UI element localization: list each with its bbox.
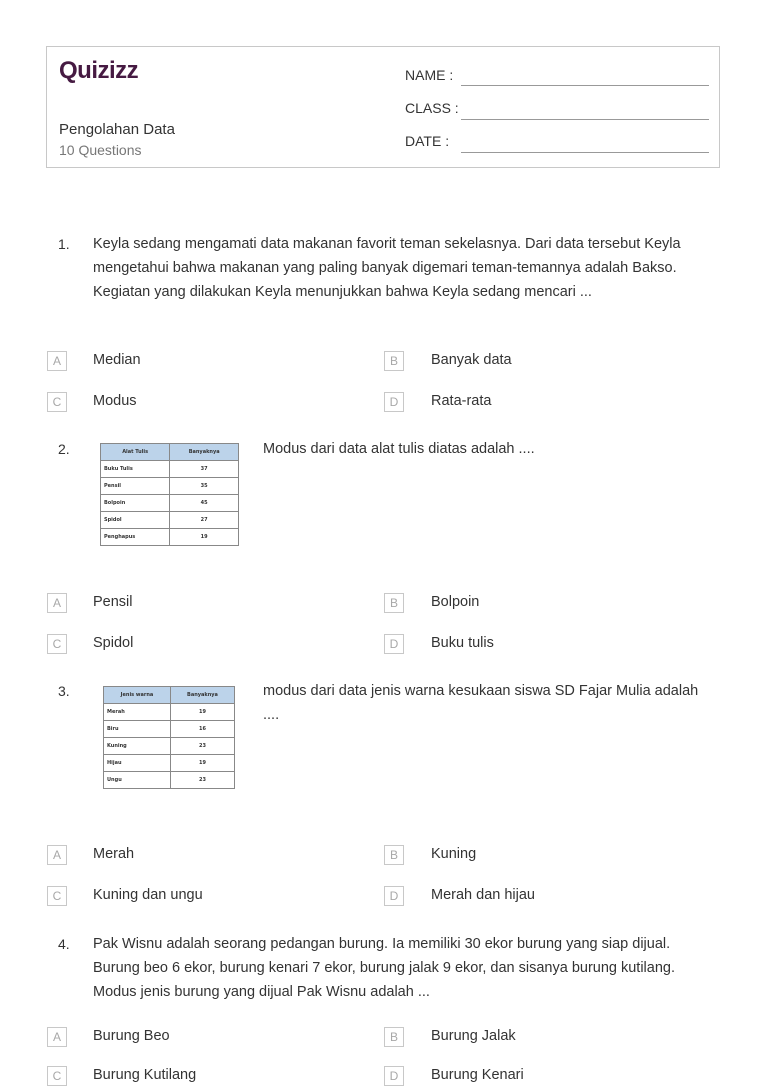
table-cell: 45 <box>170 495 239 512</box>
table-row <box>101 478 239 495</box>
option-text[interactable]: Burung Kenari <box>431 1067 524 1083</box>
table-cell: 16 <box>170 721 234 738</box>
table-header: Banyaknya <box>170 687 234 704</box>
table-cell: 35 <box>170 478 239 495</box>
date-label: DATE : <box>405 133 450 149</box>
question-number: 2. <box>58 441 70 457</box>
table-cell: 37 <box>170 461 239 478</box>
option-letter[interactable]: D <box>384 392 404 412</box>
question-text: Keyla sedang mengamati data makanan favorit teman sekelasnya. Dari data tersebut Keyla mengetahui bahwa makanan yang paling banyak digemari teman-temannya adalah Bakso. Kegiatan yang dilakukan Keyla menunjukkan bahwa Keyla sedang mencari ... <box>93 236 681 300</box>
table-cell: 27 <box>170 512 239 529</box>
table-row <box>104 704 235 721</box>
question-number: 1. <box>58 236 70 252</box>
option-letter[interactable]: C <box>47 634 67 654</box>
table-cell: Bolpoin <box>101 495 170 512</box>
quizizz-logo: Quizizz <box>59 57 139 84</box>
table-cell: 19 <box>170 755 234 772</box>
option-letter[interactable]: B <box>384 1027 404 1047</box>
option-letter[interactable]: B <box>384 845 404 865</box>
table-cell: 19 <box>170 704 234 721</box>
option-text[interactable]: Kuning dan ungu <box>93 887 203 903</box>
table-row <box>101 512 239 529</box>
question-text: Pak Wisnu adalah seorang pedangan burung. Ia memiliki 30 ekor burung yang siap dijual. Burung beo 6 ekor, burung kenari 7 ekor, burung jalak 9 ekor, dan sisanya burung kutilang. Modus jenis burung yang dijual Pak Wisnu adalah ... <box>93 936 676 1000</box>
table-header: Alat Tulis <box>101 444 170 461</box>
table-cell: Buku Tulis <box>101 461 170 478</box>
table-cell: Penghapus <box>101 529 170 546</box>
option-letter[interactable]: A <box>47 845 67 865</box>
data-table-alat-tulis <box>100 443 239 546</box>
option-letter[interactable]: D <box>384 886 404 906</box>
table-cell: 23 <box>170 772 234 789</box>
table-row <box>104 721 235 738</box>
data-table-jenis-warna <box>103 686 235 789</box>
option-text[interactable]: Burung Jalak <box>431 1028 516 1044</box>
table-cell: Merah <box>104 704 171 721</box>
table-row <box>101 461 239 478</box>
option-text[interactable]: Merah dan hijau <box>431 887 535 903</box>
option-letter[interactable]: C <box>47 392 67 412</box>
option-letter[interactable]: D <box>384 1066 404 1086</box>
date-line <box>461 152 709 153</box>
table-row <box>104 738 235 755</box>
option-letter[interactable]: A <box>47 593 67 613</box>
worksheet-title: Pengolahan Data <box>59 121 175 138</box>
option-text[interactable]: Merah <box>93 846 135 862</box>
question-text: Modus dari data alat tulis diatas adalah .... <box>263 441 535 457</box>
table-cell: Ungu <box>104 772 171 789</box>
option-text[interactable]: Modus <box>93 393 137 409</box>
worksheet-header <box>46 46 720 168</box>
option-letter[interactable]: C <box>47 1066 67 1086</box>
name-line <box>461 85 709 86</box>
table-header: Jenis warna <box>104 687 171 704</box>
table-cell: Spidol <box>101 512 170 529</box>
option-letter[interactable]: B <box>384 593 404 613</box>
table-row <box>101 495 239 512</box>
question-text: modus dari data jenis warna kesukaan siswa SD Fajar Mulia adalah .... <box>263 683 699 723</box>
question-count: 10 Questions <box>59 142 142 158</box>
table-cell: Biru <box>104 721 171 738</box>
option-letter[interactable]: B <box>384 351 404 371</box>
option-text[interactable]: Burung Kutilang <box>93 1067 197 1083</box>
table-cell: Hijau <box>104 755 171 772</box>
table-row <box>104 755 235 772</box>
option-letter[interactable]: C <box>47 886 67 906</box>
table-cell: 19 <box>170 529 239 546</box>
table-cell: Kuning <box>104 738 171 755</box>
table-cell: 23 <box>170 738 234 755</box>
option-text[interactable]: Rata-rata <box>431 393 492 409</box>
option-letter[interactable]: A <box>47 1027 67 1047</box>
question-number: 4. <box>58 936 70 952</box>
question-number: 3. <box>58 683 70 699</box>
class-label: CLASS : <box>405 100 459 116</box>
option-letter[interactable]: D <box>384 634 404 654</box>
table-row <box>104 772 235 789</box>
option-letter[interactable]: A <box>47 351 67 371</box>
table-row <box>101 529 239 546</box>
option-text[interactable]: Kuning <box>431 846 477 862</box>
option-text[interactable]: Median <box>93 352 141 368</box>
option-text[interactable]: Spidol <box>93 635 134 651</box>
option-text[interactable]: Banyak data <box>431 352 512 368</box>
option-text[interactable]: Buku tulis <box>431 635 494 651</box>
option-text[interactable]: Pensil <box>93 594 133 610</box>
table-cell: Pensil <box>101 478 170 495</box>
table-header: Banyaknya <box>170 444 239 461</box>
name-label: NAME : <box>405 67 454 83</box>
class-line <box>461 119 709 120</box>
option-text[interactable]: Burung Beo <box>93 1028 170 1044</box>
option-text[interactable]: Bolpoin <box>431 594 480 610</box>
